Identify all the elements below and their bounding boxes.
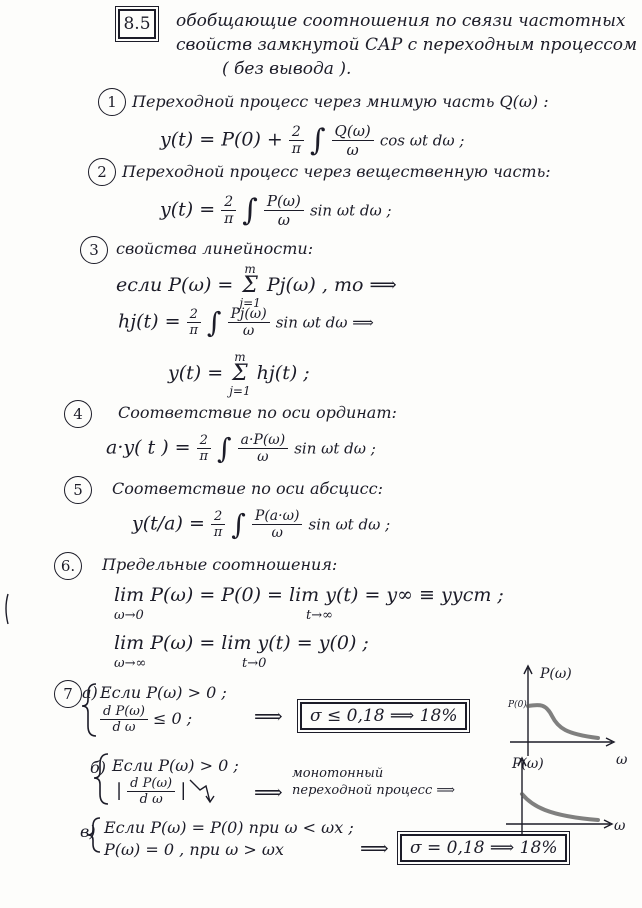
arrow-7a: ⟹: [254, 704, 283, 728]
line3-right: hj(t) ;: [256, 362, 310, 384]
coef-num: 2: [289, 124, 304, 141]
frac-num: P(a·ω): [252, 508, 303, 525]
graph2-w-label: ω: [614, 818, 626, 834]
frac-den: ω: [346, 141, 359, 159]
result-7c-box: σ = 0,18 ⟹ 18%: [400, 834, 567, 862]
margin-mark: [6, 594, 8, 624]
item-4-heading: Соответствие по оси ординат:: [118, 403, 397, 422]
title-line-2: свойств замкнутой САР с переходным процессом: [176, 35, 638, 55]
limit-sub-1b: t→∞: [306, 608, 333, 623]
item-number-2: 2: [88, 158, 116, 186]
deriv-tail: ≤ 0 ;: [153, 709, 193, 728]
abs-left: |: [116, 780, 123, 801]
item-7a-cond1: Если P(ω) > 0 ;: [100, 683, 227, 702]
item-7b-label: б): [90, 758, 107, 777]
line2-left: hj(t) =: [118, 310, 187, 333]
line3-left: y(t) =: [168, 362, 230, 384]
formula-left: y(t/a) =: [132, 512, 211, 535]
integral-sign: ∫: [231, 508, 246, 541]
coef-num: 2: [197, 433, 211, 449]
formula-tail: sin ωt dω ;: [309, 201, 392, 220]
frac-den: ω: [277, 211, 290, 229]
item-7c-cond1: Если P(ω) = P(0) при ω < ωx ;: [104, 818, 354, 837]
sum-bottom: j=1: [229, 384, 251, 398]
sigma: Σ: [232, 361, 248, 386]
deriv-den: d ω: [112, 720, 136, 735]
coef-den: π: [224, 211, 234, 227]
formula-tail: sin ωt dω ;: [308, 515, 391, 534]
frac-num: Q(ω): [332, 122, 374, 141]
formula-left: y(t) =: [160, 198, 222, 221]
item-number-7: 7: [54, 680, 82, 708]
item-7b-cond1: Если P(ω) > 0 ;: [112, 756, 239, 775]
deriv-num: d P(ω): [100, 704, 148, 720]
sum-bottom: j=1: [239, 296, 261, 310]
brace-7a: [82, 684, 96, 736]
graph2-curve: [522, 794, 598, 820]
item-5-heading: Соответствие по оси абсцисс:: [112, 479, 383, 498]
graph1-curve: [528, 705, 598, 738]
brace-7c: [88, 818, 100, 852]
coef-num: 2: [221, 194, 236, 211]
deriv-num: d P(ω): [127, 776, 175, 792]
item-2-heading: Переходной процесс через вещественную часть:: [122, 162, 551, 181]
frac-num: Pj(ω): [228, 306, 270, 323]
item-6-heading: Предельные соотношения:: [102, 555, 338, 574]
deriv-den: d ω: [139, 792, 163, 807]
formula-tail: cos ωt dω ;: [379, 131, 465, 150]
limit-sub-1a: ω→0: [114, 608, 144, 623]
item-7c-label: в): [80, 822, 96, 841]
item-number-4: 4: [64, 400, 92, 428]
coef-den: π: [213, 525, 223, 540]
formula-tail: sin ωt dω ;: [294, 439, 376, 458]
frac-den: ω: [271, 525, 283, 541]
line1-right: Pj(ω) , то ⟹: [266, 274, 397, 296]
result-7b-line2: переходной процесс ⟹: [292, 783, 455, 798]
sum-top: m: [234, 350, 246, 364]
formula-left: a·y( t ) =: [106, 436, 197, 459]
graph1-p-label: P(ω): [540, 666, 572, 682]
squiggle-arrow: [190, 780, 214, 802]
title-line-3: ( без вывода ).: [222, 59, 352, 79]
item-number-3: 3: [80, 236, 108, 264]
integral-sign: ∫: [216, 432, 232, 465]
frac-den: ω: [242, 323, 255, 339]
limit-sub-2a: ω→∞: [114, 656, 147, 671]
item-6-line-1: lim P(ω) = P(0) = lim y(t) = y∞ ≡ yуст ;: [114, 584, 504, 606]
arrow-7b: ⟹: [254, 780, 283, 804]
sigma: Σ: [242, 273, 258, 298]
item-3-heading: свойства линейности:: [116, 239, 314, 258]
item-number-5: 5: [64, 476, 92, 504]
graph2-p-label: P(ω): [512, 756, 544, 772]
frac-num: P(ω): [264, 192, 304, 211]
item-7c-cond2: P(ω) = 0 , при ω > ωx: [104, 840, 284, 859]
coef-den: π: [199, 449, 209, 464]
result-7a-box: σ ≤ 0,18 ⟹ 18%: [300, 702, 467, 730]
item-number-6: 6.: [54, 552, 82, 580]
item-1-heading: Переходной процесс через мнимую часть Q(ω) :: [132, 92, 549, 111]
frac-den: ω: [257, 449, 269, 465]
section-number: 8.5: [118, 9, 156, 39]
arrow-7c: ⟹: [360, 836, 389, 860]
limit-sub-2b: t→0: [242, 656, 267, 671]
item-6-line-2: lim P(ω) = lim y(t) = y(0) ;: [114, 632, 369, 654]
coef-den: π: [291, 141, 301, 157]
result-7b-line1: монотонный: [292, 766, 384, 781]
brace-7b: [94, 754, 108, 804]
graph1-w-label: ω: [616, 752, 628, 768]
integral-sign: ∫: [309, 123, 326, 158]
integral-sign: ∫: [206, 306, 222, 339]
integral-sign: ∫: [242, 193, 258, 228]
frac-num: a·P(ω): [238, 432, 289, 449]
sum-top: m: [244, 262, 256, 276]
title-line-1: обобщающие соотношения по связи частотных: [176, 11, 626, 31]
line1-left: если P(ω) =: [116, 274, 240, 296]
line2-right: sin ωt dω ⟹: [275, 313, 374, 332]
graph1-p0-label: P(0): [508, 700, 527, 710]
abs-right: |: [180, 780, 187, 801]
item-7a-label: а): [82, 683, 98, 702]
item-number-1: 1: [98, 88, 126, 116]
coef-num: 2: [211, 509, 225, 525]
formula-left: y(t) = P(0) +: [160, 128, 289, 151]
coef-num: 2: [187, 307, 201, 323]
coef-den: π: [189, 323, 198, 338]
